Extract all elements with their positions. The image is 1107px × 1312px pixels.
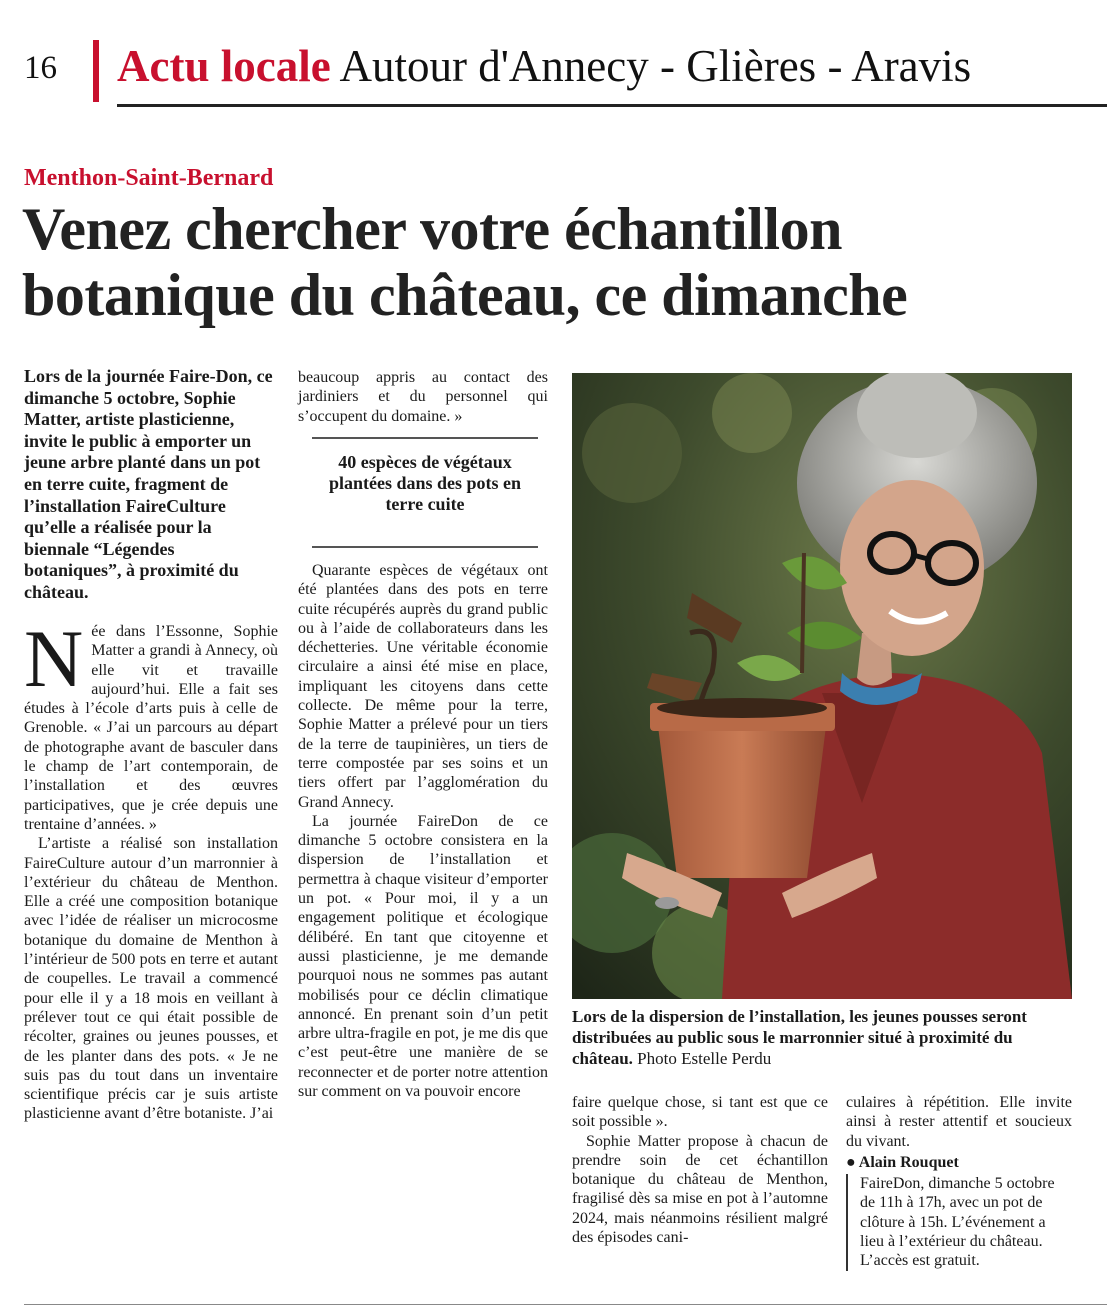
pullquote-rule-bottom	[312, 546, 538, 548]
page-number: 16	[24, 50, 57, 86]
photo-illustration	[572, 373, 1072, 999]
body-paragraph: L’artiste a réalisé son installation FaireCulture autour d’un marronnier à l’extérieur du château de Menthon. Elle a créé une composition botanique avec l’idée de réaliser un microcosme botanique du domaine de Menthon à l’intérieur de 500 pots en terre et autant de coupelles. Le travail a commencé pour elle il y a 18 mois en veillant à prélever tout ce qui était possible de récolter, graines ou jeunes pousses, et de les planter dans des pots. « Je ne suis pas du tout dans un inventaire scientifique précis car je suis artiste plasticienne avant d’être botaniste. J’ai	[24, 835, 278, 1123]
body-paragraph: faire quelque chose, si tant est que ce soit possible ».	[572, 1094, 828, 1131]
drop-cap: N	[24, 613, 84, 704]
pullquote-rule-top	[312, 437, 538, 439]
paragraph-text: ée dans l’Essonne, Sophie Matter a grandi à Annecy, où elle vit et travaille aujourd’hui. Elle a fait ses études à l’école d’arts puis à celle de Grenoble. « J’ai un parcours au départ de photographe avant de basculer dans le champ de l’art contemporain, de l’installation et des œuvres participatives, que je crée depuis une trentaine d’années. »	[24, 623, 278, 833]
column-2-top	[298, 368, 548, 426]
column-2	[298, 561, 548, 1101]
pullquote: 40 espèces de végétaux plantées dans des pots en terre cuite	[328, 452, 522, 514]
article-photo	[572, 373, 1072, 999]
body-paragraph: Quarante espèces de végétaux ont été plantées dans des pots en terre cuite récupérés auprès du grand public ou à l’aide de collaborateurs dans les déchetteries. Une véritable économie circulaire a ainsi été mise en place, impliquant les citoyens dans cette collecte. De même pour la terre, Sophie Matter a prélevé pour un tiers de la terre de taupinières, un tiers de terre compostée par ses soins et un tiers offert par l’agglomération du Grand Annecy.	[298, 562, 548, 811]
body-paragraph: Sophie Matter propose à chacun de prendre soin de cet échantillon botanique du château de Menthon, fragilisé dès sa mise en pot à l’automne 2024, mais néanmoins résilient malgré des épisodes cani-	[572, 1132, 828, 1247]
section-rubric	[117, 40, 971, 92]
column-3	[572, 1093, 828, 1247]
photo-credit: Photo Estelle Perdu	[637, 1049, 772, 1068]
rubric-area: Autour d'Annecy - Glières - Aravis	[339, 41, 972, 91]
body-paragraph	[24, 613, 278, 834]
footer-rule	[24, 1304, 1107, 1305]
practical-info: FaireDon, dimanche 5 octobre de 11h à 17h, avec un pot de clôture à 15h. L’événement a lieu à l’extérieur du château. L’accès est gratuit.	[846, 1174, 1072, 1270]
photo-caption	[572, 1006, 1072, 1069]
article-headline: Venez chercher votre échantillon botanique du château, ce dimanche	[22, 196, 908, 328]
rubric-section: Actu locale	[117, 41, 331, 91]
article-kicker: Menthon-Saint-Bernard	[24, 165, 274, 191]
author-byline: ● Alain Rouquet	[846, 1153, 959, 1171]
column-1	[24, 613, 278, 1124]
page-header	[0, 0, 1107, 110]
caption-text: Lors de la dispersion de l’installation, les jeunes pousses seront distribuées au public sous le marronnier situé à proximité du château.	[572, 1007, 1027, 1068]
article-lead: Lors de la journée Faire-Don, ce dimanche 5 octobre, Sophie Matter, artiste plasticienne, invite le public à emporter un jeune arbre planté dans un pot en terre cuite, fragment de l’installation FaireCulture qu’elle a réalisée pour la biennale “Légendes botaniques”, à proximité du château.	[24, 366, 273, 602]
body-paragraph: beaucoup appris au contact des jardiniers et du personnel qui s’occupent du domaine. »	[298, 369, 548, 425]
body-paragraph: culaires à répétition. Elle invite ainsi à rester attentif et soucieux du vivant.	[846, 1094, 1072, 1150]
header-rule	[117, 104, 1107, 107]
column-4	[846, 1093, 1072, 1271]
header-divider	[93, 40, 99, 102]
body-paragraph: La journée FaireDon de ce dimanche 5 octobre consistera en la dispersion de l’installation et permettra à chaque visiteur d’emporter un pot. « Pour moi, il y a un engagement politique et écologique délibéré. En tant que citoyenne et aussi plasticienne, je me demande pourquoi nous ne sommes pas autant mobilisés pour ce déclin climatique annoncé. En prenant soin d’un petit arbre ultra-fragile en pot, je me dis que c’est peut-être une manière de se reconnecter et de porter notre attention sur comment on va pouvoir encore	[298, 812, 548, 1101]
